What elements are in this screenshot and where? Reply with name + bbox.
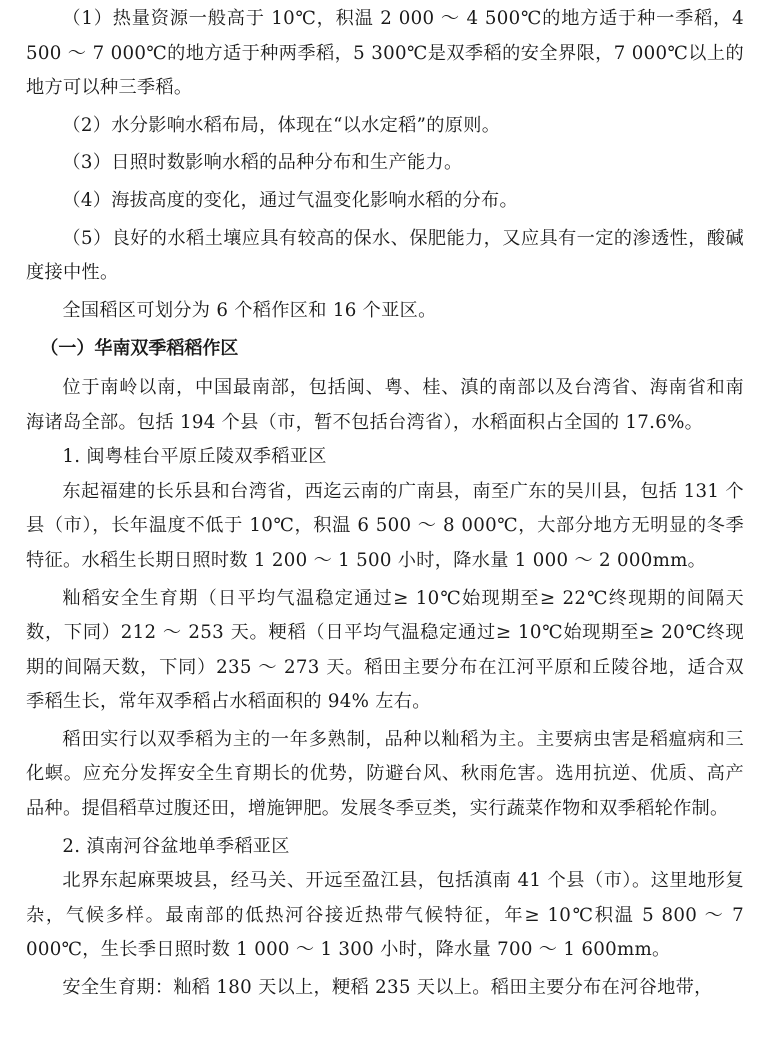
subregion-heading-2: 2. 滇南河谷盆地单季稻亚区	[62, 835, 290, 857]
paragraph-subregion2-extent: 北界东起麻栗坡县，经马关、开远至盈江县，包括滇南 41 个县（市）。这里地形复杂，气候多样。最南部的低热河谷接近热带气候特征，年≥ 10℃积温 5 800 ～ 7 000℃，生长季日照时数 1 000 ～ 1 300 小时，降水量 700 ～ 1 600mm。	[26, 870, 744, 961]
paragraph-division-summary: 全国稻区可划分为 6 个稻作区和 16 个亚区。	[62, 299, 437, 321]
document-page	[26, 0, 744, 1006]
paragraph-heat-resources: （1）热量资源一般高于 10℃，积温 2 000 ～ 4 500℃的地方适于种一季稻，4 500 ～ 7 000℃的地方适于种两季稻，5 300℃是双季稻的安全界限，7 000℃以上的地方可以种三季稻。	[26, 8, 744, 99]
paragraph-subregion1-growth-period: 籼稻安全生育期（日平均气温稳定通过≥ 10℃始现期至≥ 22℃终现期的间隔天数，下同）212 ～ 253 天。粳稻（日平均气温稳定通过≥ 10℃始现期至≥ 20℃终现期的间隔天数，下同）235 ～ 273 天。稻田主要分布在江河平原和丘陵谷地，适合双季稻生长，常年双季稻占水稻面积的 94% 左右。	[26, 587, 744, 713]
paragraph-soil: （5）良好的水稻土壤应具有较高的保水、保肥能力，又应具有一定的渗透性，酸碱度接中性。	[26, 227, 744, 284]
paragraph-altitude: （4）海拔高度的变化，通过气温变化影响水稻的分布。	[62, 189, 518, 211]
paragraph-south-china-intro: 位于南岭以南，中国最南部，包括闽、粤、桂、滇的南部以及台湾省、海南省和南海诸岛全部。包括 194 个县（市，暂不包括台湾省），水稻面积占全国的 17.6%。	[26, 376, 744, 433]
subregion-heading-1: 1. 闽粤桂台平原丘陵双季稻亚区	[62, 446, 327, 468]
section-heading-south-china: （一）华南双季稻稻作区	[40, 338, 239, 360]
paragraph-subregion2-growth-period: 安全生育期：籼稻 180 天以上，粳稻 235 天以上。稻田主要分布在河谷地带，	[62, 977, 713, 999]
paragraph-subregion1-extent: 东起福建的长乐县和台湾省，西迄云南的广南县，南至广东的吴川县，包括 131 个县（市），长年温度不低于 10℃，积温 6 500 ～ 8 000℃，大部分地方无明显的冬季特征。水稻生长期日照时数 1 200 ～ 1 500 小时，降水量 1 000 ～ 2 000mm。	[26, 480, 744, 571]
paragraph-sunshine: （3）日照时数影响水稻的品种分布和生产能力。	[62, 152, 463, 174]
paragraph-water: （2）水分影响水稻布局，体现在“以水定稻”的原则。	[62, 114, 501, 136]
paragraph-subregion1-practice: 稻田实行以双季稻为主的一年多熟制，品种以籼稻为主。主要病虫害是稻瘟病和三化螟。应充分发挥安全生育期长的优势，防避台风、秋雨危害。选用抗逆、优质、高产品种。提倡稻草过腹还田，增施钾肥。发展冬季豆类，实行蔬菜作物和双季稻轮作制。	[26, 728, 744, 820]
